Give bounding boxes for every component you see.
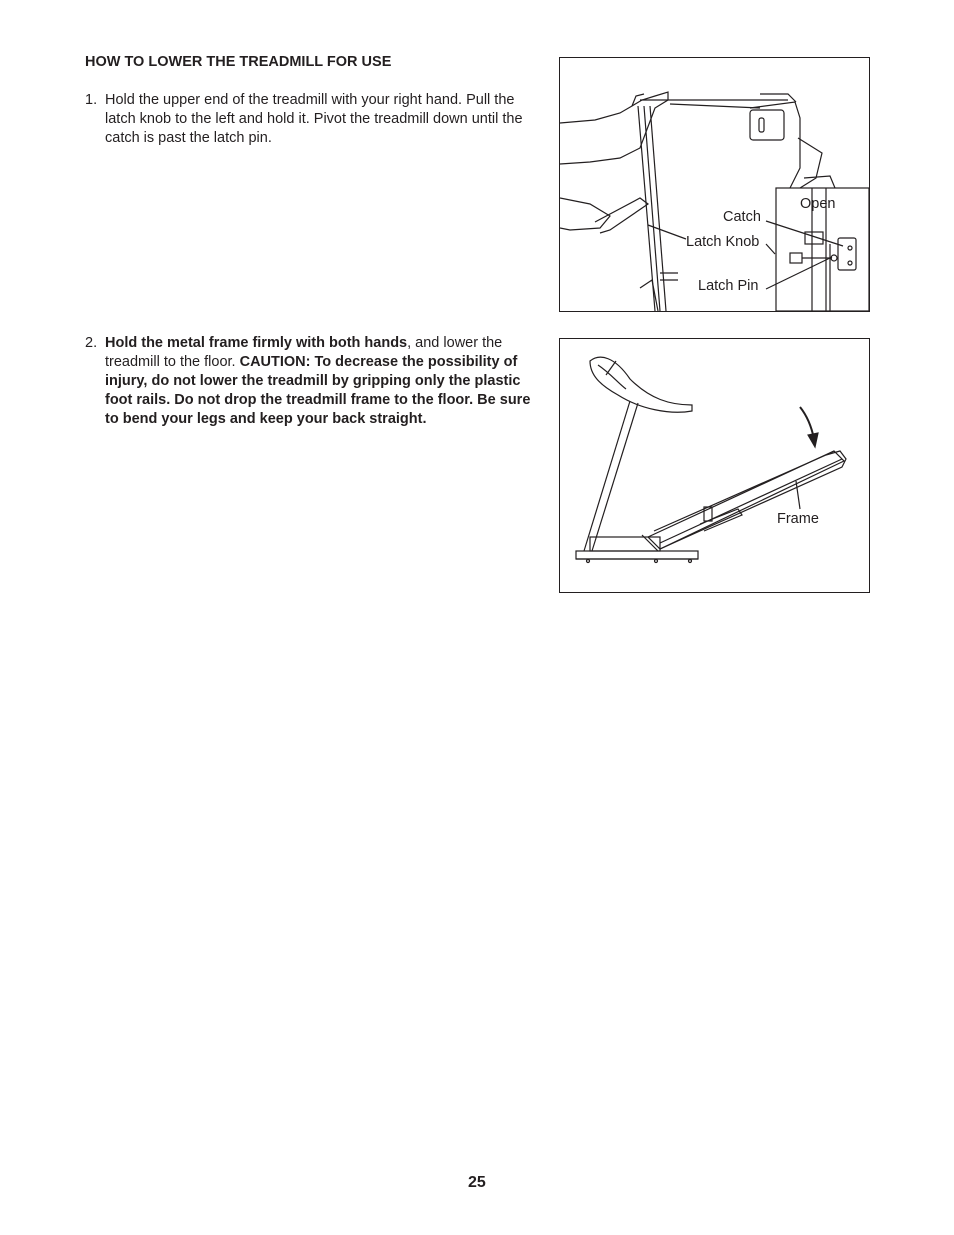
step-1 xyxy=(85,91,535,148)
latch-drawing xyxy=(560,58,869,311)
step-1-text: Hold the upper end of the treadmill with your right hand. Pull the latch knob to the left and hold it. Pivot the treadmill down until the catch is past the latch pin. xyxy=(105,92,523,146)
figure-lowering-illustration xyxy=(559,338,870,593)
step-1-number: 1. xyxy=(85,92,98,108)
step-2-text xyxy=(105,334,535,429)
latch-pin-label: Latch Pin xyxy=(698,278,759,294)
catch-label: Catch xyxy=(723,209,761,225)
treadmill-drawing xyxy=(560,339,869,592)
figure-latch-illustration xyxy=(559,57,870,312)
step-2-bold-lead: Hold the metal frame firmly with both hands xyxy=(105,335,408,351)
section-heading: HOW TO LOWER THE TREADMILL FOR USE xyxy=(85,54,392,70)
latch-knob-label: Latch Knob xyxy=(686,234,760,250)
step-2-number: 2. xyxy=(85,335,98,351)
page-number: 25 xyxy=(468,1174,486,1191)
step-2-text-after-bold: , and lower the treadmill to the floor. xyxy=(105,335,503,370)
frame-label: Frame xyxy=(777,511,819,527)
step-2-caution: CAUTION: To decrease the possibility of injury, do not lower the treadmill by gripping only the plastic foot rails. Do not drop the treadmill frame to the floor. Be sure to bend your legs and keep your back straight. xyxy=(105,354,531,427)
step-2 xyxy=(85,334,535,429)
open-label: Open xyxy=(800,196,836,212)
